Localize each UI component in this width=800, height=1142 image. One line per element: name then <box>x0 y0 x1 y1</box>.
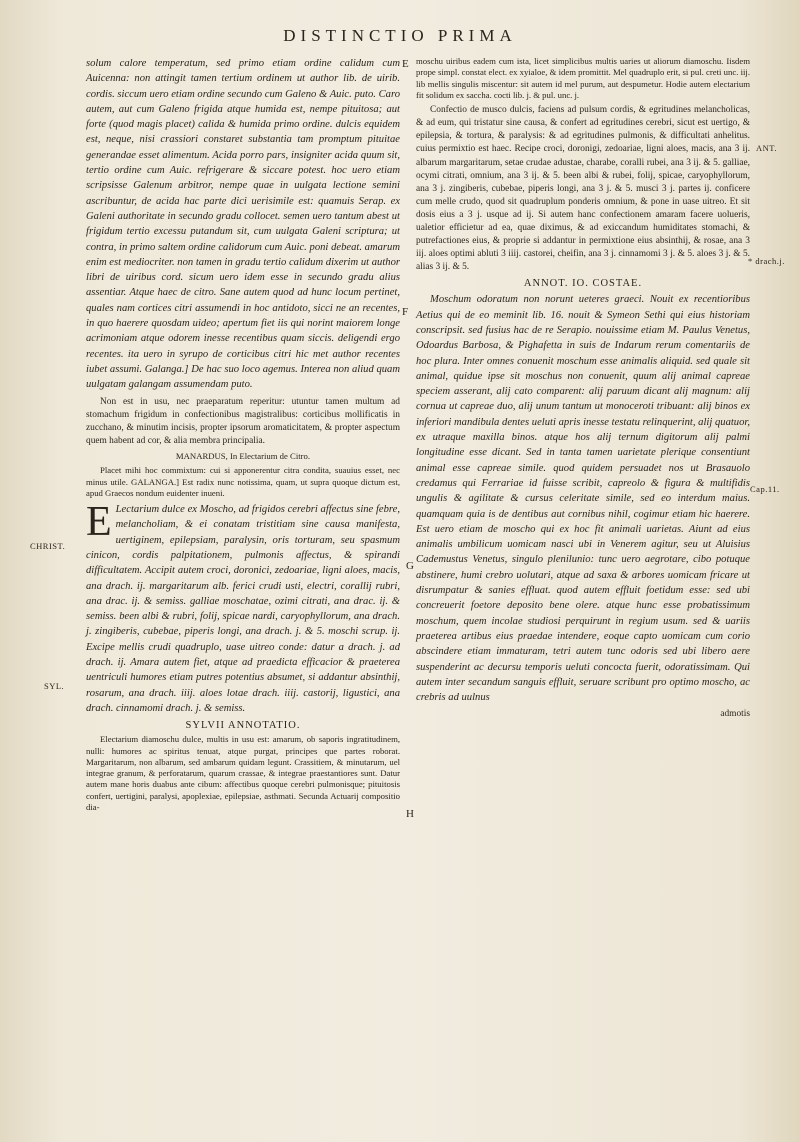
running-header: DISTINCTIO PRIMA <box>283 26 517 45</box>
margin-note-syl: SYL. <box>44 681 65 691</box>
left-paragraph-annotatio: Electarium diamoschu dulce, multis in usu est: amarum, ob saporis ingratitudinem, nulli: humores ac spiritus tenuat, atque purgat, principes que partes roborat. Margaritarum, non albarum, sed ambarum quidam legunt. Crassitiem, & minutarum, uel integrae granum, & perforatarum, quarum crassae, & integrae praestantiores sunt. Datur autem mane horis duabus ante cibum: affectibus quoque cerebri pulmonisque; pituitosis confert, uertigini, paralysi, apoplexiae, epilepsiae, asthmati. Secunda Actuarij compositio dia- <box>86 734 400 813</box>
section-mark-g: G <box>406 560 414 572</box>
sylvii-annotatio-heading: SYLVII ANNOTATIO. <box>185 720 301 732</box>
section-mark-h: H <box>406 808 414 820</box>
left-paragraph-electarium <box>86 499 400 716</box>
costae-annotatio-heading: ANNOT. IO. COSTAE. <box>523 278 643 290</box>
section-mark-f: F <box>402 306 409 318</box>
right-paragraph-moschum: Moschum odoratum non norunt ueteres graeci. Nouit ex recentioribus Aetius qui de eo meminit lib. 16. nouit & Symeon Sethi qui eius historiam conscripsit. sed fusius hac de re Serapio. nouissime etiam M. Paulus Venetus, Odoardus Barbosa, & Pighafetta in suis de Indarum rerum comentariis de hoc plura. Inter omnes conuenit moschum esse animalis aliquid. sed quale sit animal, quidue ipse sit moschus non conuenit, quum alij animal capreae speciem asserant, alij cato comparent: alij paruum dicant alij magnum: alij cornua ut capreae duo, alij unum tantum ut monoceroti tribuant: alij binos ex inferiori mandibula dentes ueluti apris inesse testatu relinquerint, alij quatuor, ex utraque maxilla binos. atque hos alij ternum digitorum alij palmi longitudine esse dicant. Sed in tanta tamen uarietate plerique consentiunt animal esse capreae simile. quod quidem persuadet nos ut Brasauolo credamus qui Ferrariae id fuisse scribit, capreolo & figura & multifidis ungulis & agilitate & cursus celeritate simile, sed eo interdum maius. quamquam quia is de dentibus aut cornibus nihil, cogimur etiam hic haerere. Est uero etiam de moscho qui ex hoc fit animali uarietas. Aiunt ad eius animalis umbilicum uomicam nasci ubi in Venerem agitur, seu ut Aluisius Cademustus Venetus, singulo plenilunio: tunc uero aegrotare, cibo potuque abstinere, humi crebro uolutari, atque ad saxa & arbores uomicam fricare ut disrumpatur & sanies effluat. quod autem effluit foetidum esse: sed ubi concreuerit foetore deposito bene olere. atque hunc esse probatissimum moschum, quem incolae studiosi perquirunt in regium usum. sed & uariis praeterea artibus eius praedae intendere, eoque capto uomicam cum corio abscindere etiam immaturam, tetri autem tunc odoris sed ubi libero aere suspenderint ac decursu temporis ueluti concocta fuerit, odoratissimam. Qui autem inter secandum sanguis effluit, seruare scribunt pro optimo moscho, ac crebris ad uulnus <box>416 294 750 704</box>
left-electarium-text: Lectarium dulce ex Moscho, ad frigidos cerebri affectus sine febre, melancholiam, & ei conatam tristitiam sine causa manifesta, uertiginem, epilepsiam, paralysin, oris torturam, seu spasmum cinicon, cordis palpitationem, pulmonis affectus, & spirandi difficultatem. Accipit autem croci, doronici, zedoariae, ligni aloes, macis, ana drach. ij. margaritarum alb. ferici crudi usti, electri, corallij rubri, ana drac. ij. & semiss. galliae moschatae, ozimi citrati, ana drac. ij. & semiss. been albi & rubri, folij, spicae nardi, caryophyllorum, ana drach. j. zingiberis, cubebae, piperis longi, ana drach. j. & 5. moschi scrup. ij. Excipe mellis crudi quadruplo, uase uitreo conde: datur a drach. j. ad drach. ij. Amara autem fiet, atque ad praedicta efficacior & praeterea uentriculi humores etiam putres potentius absumet, si addantur absinthij, rosarum, ana drach. iiij. aloes lotae drach. iiij. castorij, ligustici, ana drach. cinnamomi drach. j. & semiss. <box>86 504 400 714</box>
right-paragraph-diamoschu: moschu uiribus eadem cum ista, licet simplicibus multis uaries ut aliorum diamoschu. Iisdem prope simpl. constat elect. ex xyialoe, & idem promittit. Mel quadruplo erit, si pul. creti unc. iij. lib mellis singulis miscentur: sit autem id mel purum, aut despumetur. Hodie autem electarium fit solidum ex saccha. cocti lib. j. & pul. unc. j. <box>416 56 750 100</box>
margin-note-ant: ANT. <box>756 143 777 153</box>
left-paragraph-galanga: Placet mihi hoc commixtum: cui si apponerentur citra condita, suauius esset, nec minus utile. GALANGA.] Est radix nunc notissima, quam, ut supra quoque dictum est, apud Graecos nondum euidenter inueni. <box>86 465 400 498</box>
catchword: admotis <box>720 709 750 720</box>
left-paragraph-citro: solum calore temperatum, sed primo etiam ordine calidum cum Auicenna: non attingit tamen tertium ordinem ut author lib. de uirib. cordis. siccum uero etiam ordine secundo cum Galeno & Auic. puto. Caro autem, aut cum Galeno frigida atque humida est, nempe pituitosa; aut forte (quod magis placet) calida & humida primo ordine. dulcis equidem est, neque, nisi crassiori constaret substantia tam promptum pituitae generandae esset alimentum. Acida porro pars, insigniter acida quum sit, tertio ordine cum Auic. refrigerare & siccare potest. hoc uero etiam scripsisse Galenum arbitror, nempe quae in uulgata lectione semini ascribuntur, de acida hac parte dici uerisimile est: quamuis Serap. ex Galeni authoritate in secundo gradu collocet. semen uero tantum abest ut frigidum tertio excessu putandum sit, cum uulgata Galeni scriptura; ut contra, in primo saltem ordine calidorum cum Auic. poni debeat. amarum enim est mediocriter. non tamen in gradu tertio calidum dixerim ut author libri de uiribus cord. sicum uero idem esse in secundo gradu alius assentiar. Atque haec de citro. Sane autem quod ad hunc locum pertinet, quales nam cortices citri assumendi in hoc antidoto, sicci ne an recentes, in quo haerere quosdam uideo; apertum fiet iis qui norint maiorem longe acrimoniam atque odorem inesse recentibus quam siccis. deligendi ergo recentes. ita uero in syrupo de corticibus citri hic met author recentes iubet assumi. Galanga.] De hac suo loco agemus. Interea non aliud quam uulgatam galangam assumendam puto. <box>86 58 400 391</box>
left-paragraph-usus: Non est in usu, nec praeparatum reperitur: utuntur tamen multum ad stomachum frigidum in confectionibus magistralibus: corticibus mollificatis in zucchano, & minutim incisis, propter ipsorum aromaticitatem, & propter aspectum quem habent ad cor, & alia membra principalia. <box>86 396 400 446</box>
section-mark-e: E <box>402 58 409 70</box>
margin-note-christ: CHRIST. <box>30 541 66 551</box>
drop-cap-e: E <box>86 499 112 546</box>
left-column <box>86 56 400 816</box>
margin-note-drach: * drach.j. <box>748 256 785 266</box>
margin-note-cap: Cap.11. <box>750 484 780 494</box>
left-manardus-heading: MANARDUS, In Electarium de Citro. <box>175 450 311 461</box>
right-paragraph-confectio: Confectio de musco dulcis, faciens ad pulsum cordis, & egritudines melancholicas, & ad eum, qui tristatur sine causa, & confert ad egritudines cerebri, sicut est uertigo, & epilepsia, & tortura, & paralysis: & ad egritudines pulmonis, & difficultati anhelitus. cuius permixtio est haec. Recipe croci, doronigi, zedoariae, ligni aloes, macis, ana 3 ij. albarum margaritarum, setae crudae adustae, charabe, coralli rubei, ana 3 ij. & 5. galliae, ocymi citrati, omnium, ana 3 ij. & 5. been albi & rubei, folij, spicae, caryophyllorum, ana 3 j. zingiberis, cubebae, piperis longi, ana 3 j. & 5. musci 3 j. partes ij. conficere cum melle crudo, quod sit quadruplum ponderis omnium, & pone in uase uitreo. Et sit dosis eius a 3 j. usque ad ij. Si autem hanc confectionem amaram facere uolueris, ualetior efficietur ad ea, quae diximus, & ad exiccandum humiditates stomachi, & putrefactiones eius, & proprie si addantur in permixtione eius absinthij, & rosae, ana 3 iij. aloes optimi abluti 3 iiij. castorei, cheifin, ana 3 j. cinnamomi 3 j. & 5. aloes 3 j. & 5. alias 3 ij. & 5. <box>416 105 750 273</box>
right-column <box>416 56 750 725</box>
